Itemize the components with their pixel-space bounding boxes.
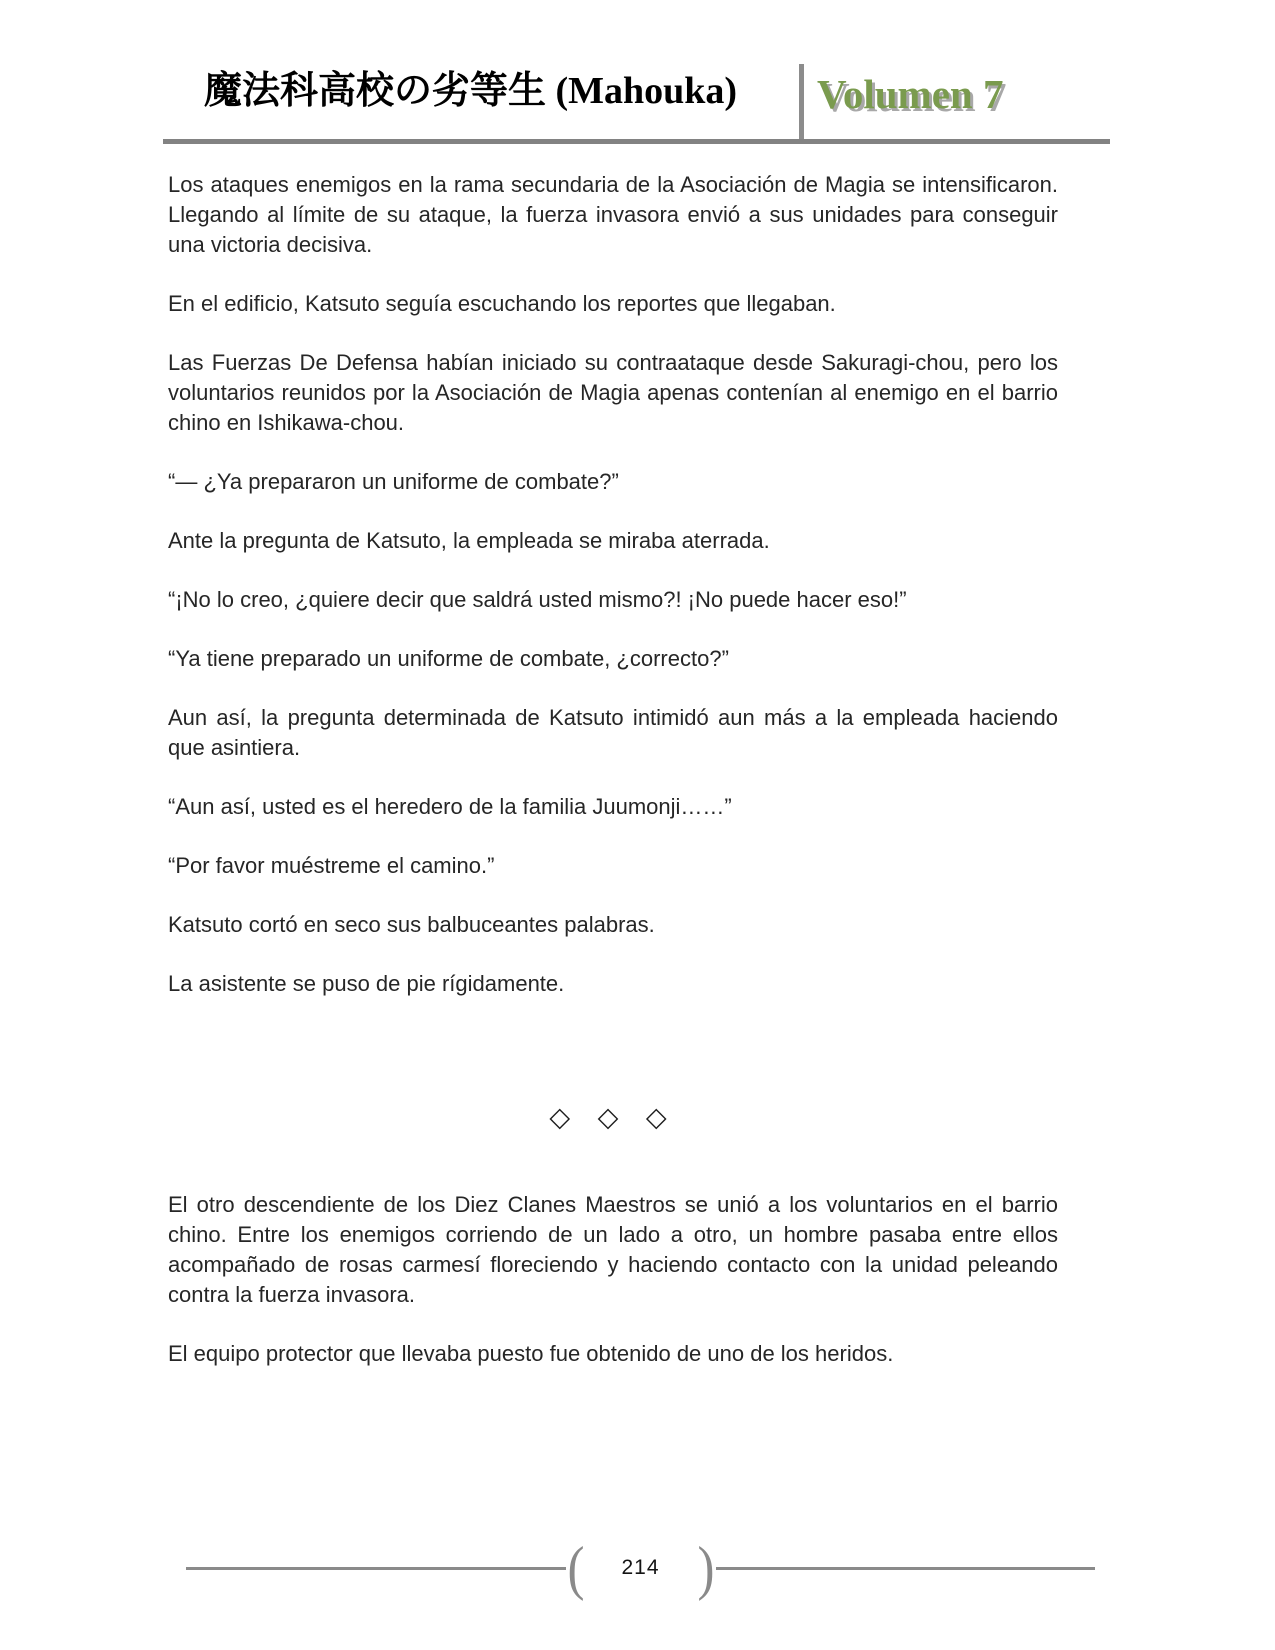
body-paragraph: Katsuto cortó en seco sus balbuceantes palabras. <box>168 912 655 937</box>
footer-rule-right <box>716 1567 1096 1570</box>
page-number: 214 <box>621 1556 660 1579</box>
header-divider-bar <box>799 64 804 140</box>
body-paragraph: La asistente se puso de pie rígidamente. <box>168 971 565 996</box>
body-paragraph: Ante la pregunta de Katsuto, la empleada se miraba aterrada. <box>168 528 770 553</box>
section-divider: ◇ ◇ ◇ <box>549 1102 677 1132</box>
page-header <box>0 0 1275 150</box>
body-paragraph: Los ataques enemigos en la rama secundaria de la Asociación de Magia se intensificaron. Llegando al límite de su ataque, la fuerza invasora envió a sus unidades para conseguir una victoria decisiva. <box>168 172 1058 257</box>
page-footer <box>186 1535 1095 1601</box>
dialogue-line: “Ya tiene preparado un uniforme de combate, ¿correcto?” <box>168 646 729 671</box>
volume-label: Volumen 7 <box>817 71 1004 117</box>
body-paragraph: Aun así, la pregunta determinada de Katsuto intimidó aun más a la empleada haciendo que asintiera. <box>168 705 1058 760</box>
series-title: 魔法科高校の劣等生 (Mahouka) <box>204 70 738 112</box>
body-paragraph: El equipo protector que llevaba puesto fue obtenido de uno de los heridos. <box>168 1341 894 1366</box>
dialogue-line: “Aun así, usted es el heredero de la familia Juumonji……” <box>168 794 732 819</box>
dialogue-line: “¡No lo creo, ¿quiere decir que saldrá usted mismo?! ¡No puede hacer eso!” <box>168 587 907 612</box>
body-paragraph: El otro descendiente de los Diez Clanes Maestros se unió a los voluntarios en el barrio chino. Entre los enemigos corriendo de un lado a otro, un hombre pasaba entre ellos acompañado de rosas carmesí floreciendo y haciendo contacto con la unidad peleando contra la fuerza invasora. <box>168 1192 1058 1307</box>
header-rule <box>163 139 1110 144</box>
footer-bracket-left: ( <box>566 1535 584 1601</box>
dialogue-line: “— ¿Ya prepararon un uniforme de combate?” <box>168 469 619 494</box>
body-paragraph: Las Fuerzas De Defensa habían iniciado su contraataque desde Sakuragi-chou, pero los voluntarios reunidos por la Asociación de Magia apenas contenían al enemigo en el barrio chino en Ishikawa-chou. <box>168 350 1058 435</box>
body-paragraph: En el edificio, Katsuto seguía escuchando los reportes que llegaban. <box>168 291 836 316</box>
body-text <box>168 170 1058 1398</box>
footer-rule-left <box>186 1567 566 1570</box>
dialogue-line: “Por favor muéstreme el camino.” <box>168 853 495 878</box>
footer-bracket-right: ) <box>697 1535 715 1601</box>
